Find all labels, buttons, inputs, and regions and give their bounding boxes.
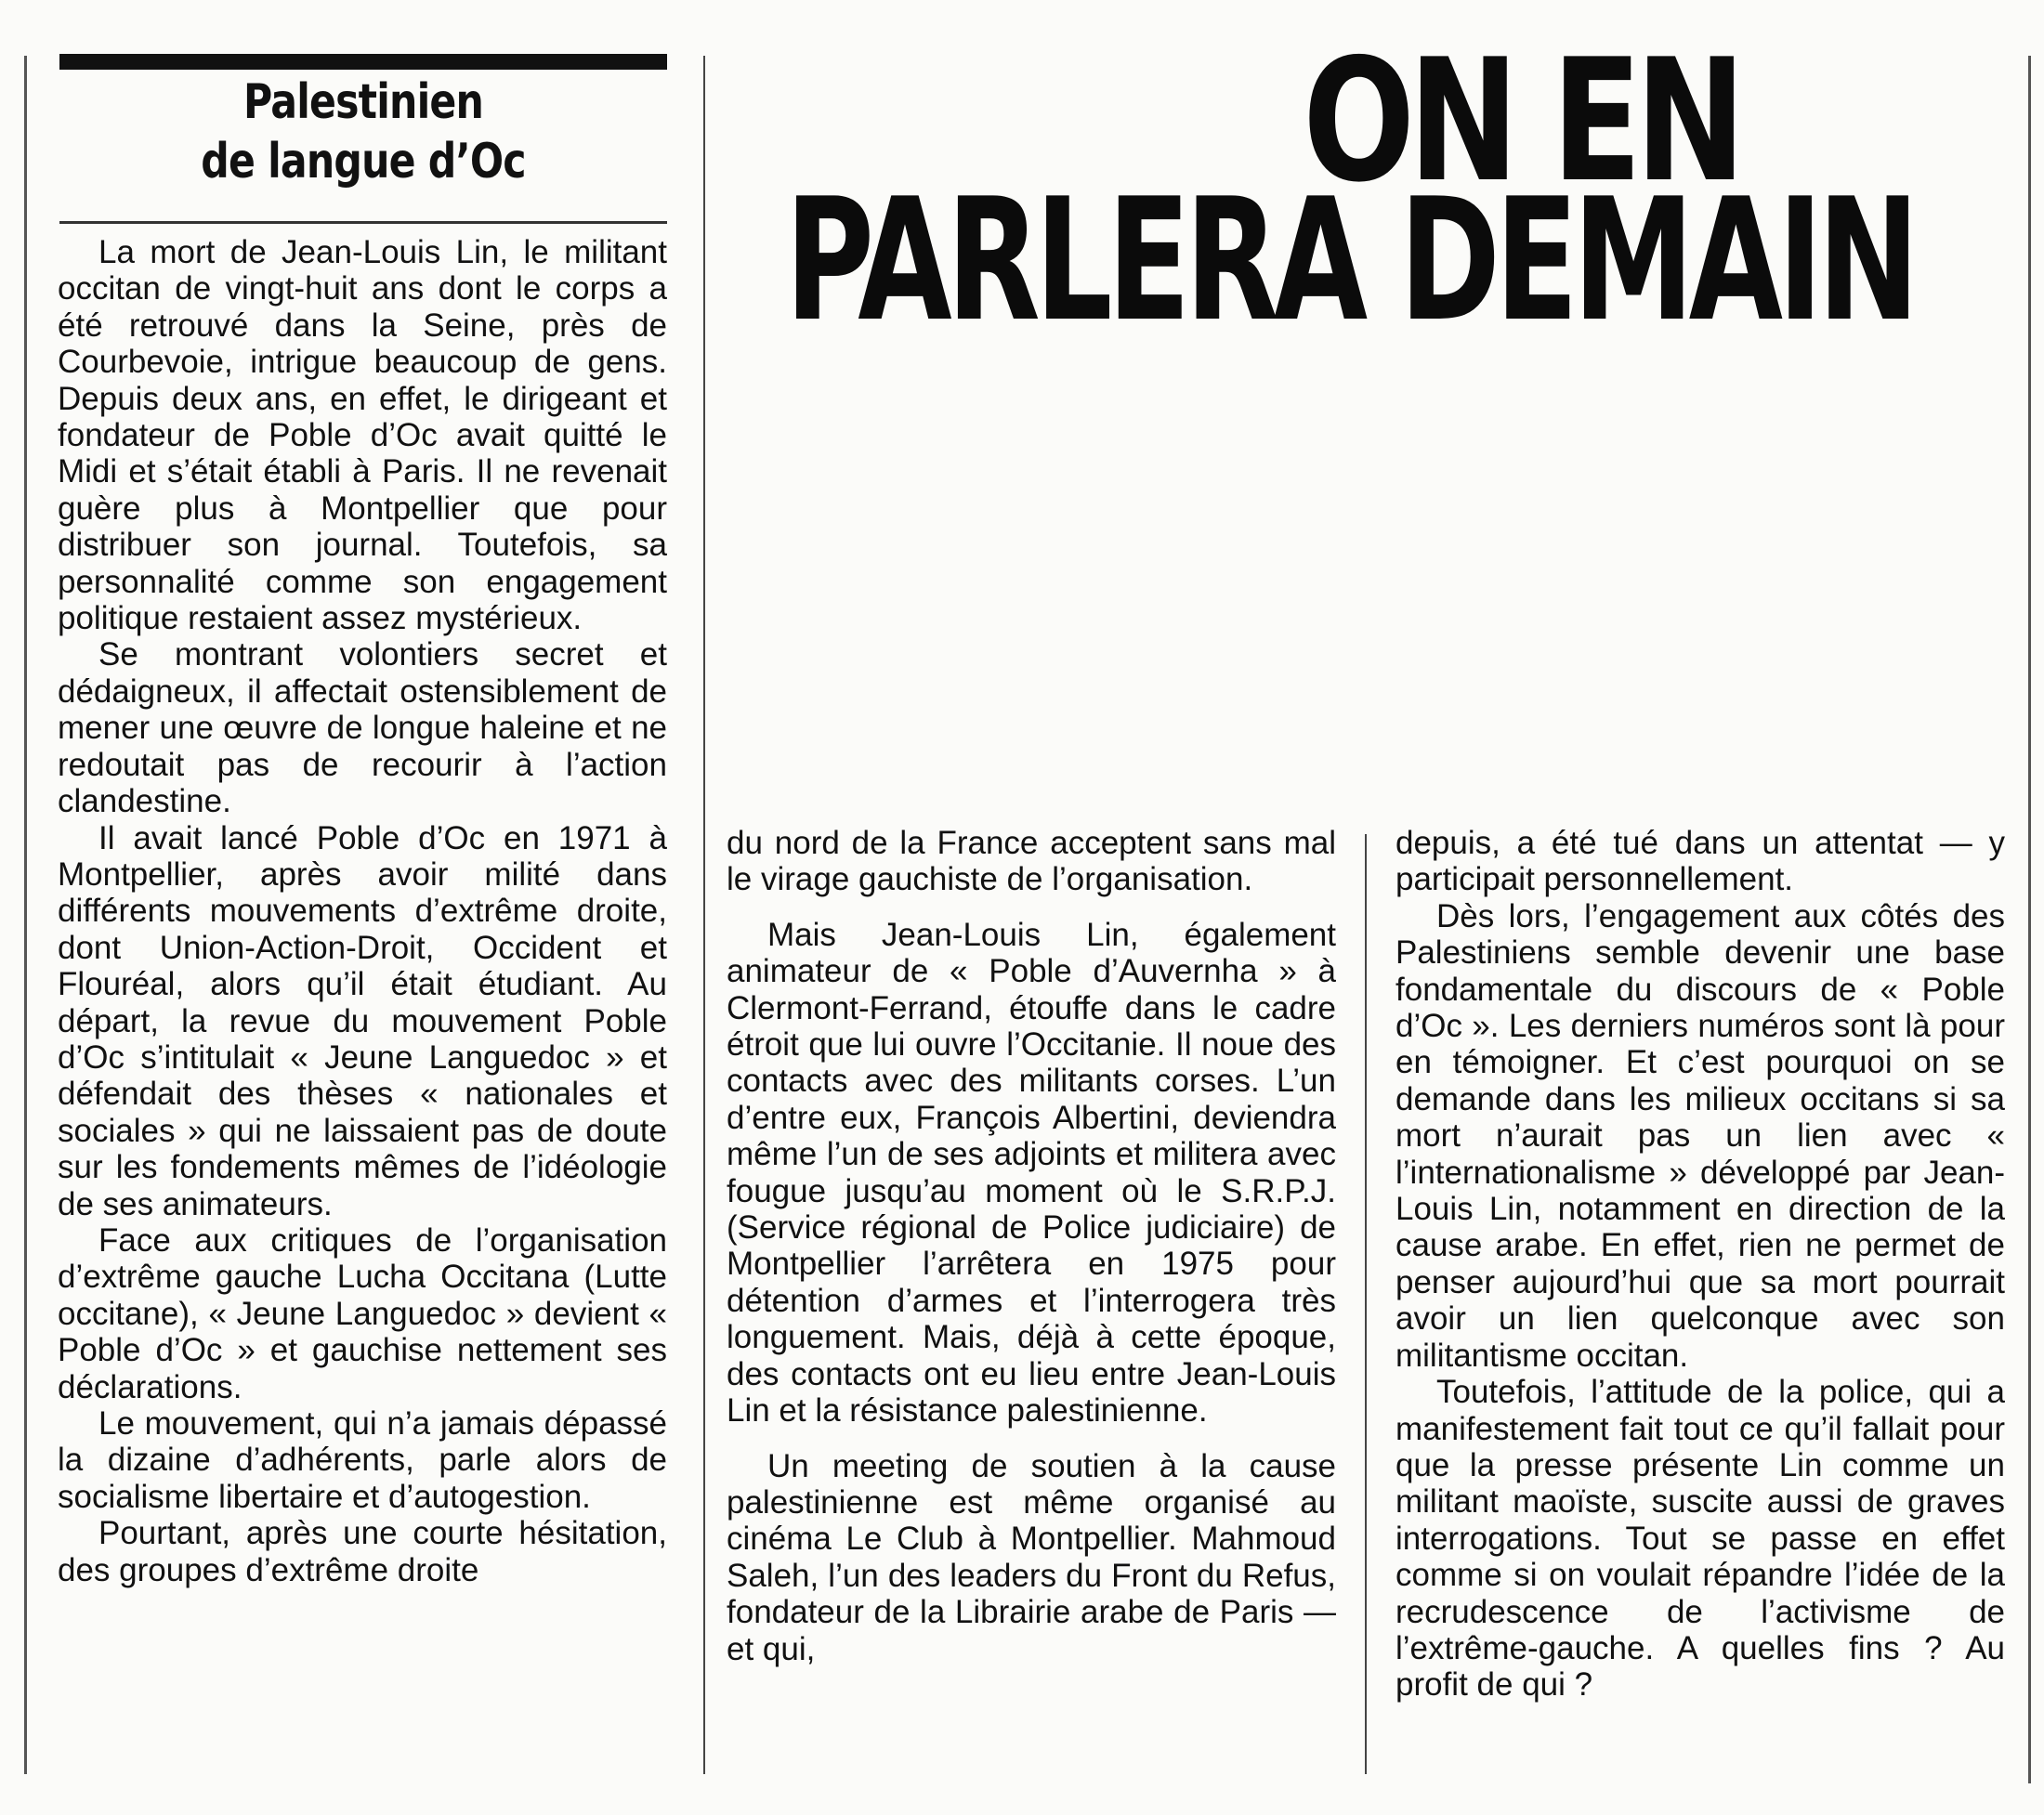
sidebar-paragraph-5: Le mouvement, qui n’a jamais dépassé la dizaine d’adhérents, parle alors de socialisme libertaire et d’autogestion.: [58, 1405, 667, 1515]
sidebar-paragraph-1: La mort de Jean-Louis Lin, le militant occitan de vingt-huit ans dont le corps a été retrouvé dans la Seine, près de Courbevoie, intrigue beaucoup de gens. Depuis deux ans, en effet, le dirigeant et fondateur de Poble d’Oc avait quitté le Midi et s’était établi à Paris. Il ne revenait guère plus à Montpellier que pour distribuer son journal. Toutefois, sa personnalité comme son engagement politique restaient assez mystérieux.: [58, 234, 667, 637]
column-separator-1: [703, 56, 705, 1774]
middle-paragraph-2: Mais Jean-Louis Lin, également animateur de « Poble d’Auvernha » à Clermont-Ferrand, étouffe dans le cadre étroit que lui ouvre l’Occitanie. Il noue des contacts avec des militants corses. L’un d’entre eux, François Albertini, deviendra même l’un de ses adjoints et militera avec fougue jusqu’au moment où le S.R.P.J. (Service régional de Police judiciaire) de Montpellier l’arrêtera en 1975 pour détention d’armes et l’interrogera très longuement. Mais, déjà à cette époque, des contacts ont eu lieu entre Jean-Louis Lin et la résistance palestinienne.: [727, 916, 1336, 1430]
sidebar-headline: [114, 72, 612, 191]
sidebar-title-underline: [59, 221, 667, 224]
sidebar-paragraph-2: Se montrant volontiers secret et dédaigneux, il affectait ostensiblement de mener une œuvre de longue haleine et ne redoutait pas de recourir à l’action clandestine.: [58, 636, 667, 820]
sidebar-paragraph-6: Pourtant, après une courte hésitation, des groupes d’extrême droite: [58, 1515, 667, 1588]
sidebar-headline-line2: de langue d’Oc: [201, 134, 526, 189]
left-margin-rule: [24, 56, 27, 1774]
right-paragraph-1: depuis, a été tué dans un attentat — y participait personnellement.: [1395, 825, 2005, 898]
sidebar-headline-line1: Palestinien: [242, 74, 484, 130]
sidebar-paragraph-4: Face aux critiques de l’organisation d’extrême gauche Lucha Occitana (Lutte occitane), « Jeune Languedoc » devient « Poble d’Oc » et gauchise nettement ses déclarations.: [58, 1221, 667, 1405]
main-headline-line1: ON EN: [1303, 22, 1739, 219]
right-margin-rule: [2028, 56, 2031, 1783]
right-paragraph-3: Toutefois, l’attitude de la police, qui a manifestement fait tout ce qu’il fallait pour que la presse présente Lin comme un militant maoïste, suscite aussi de graves interrogations. Tout se passe en effet comme si on voulait répandre l’idée de la recrudescence de l’activisme de l’extrême-gauche. A quelles fins ? Au profit de qui ?: [1395, 1374, 2005, 1704]
right-article-column: [1395, 825, 2005, 1704]
main-headline-line2: PARLERA DEMAIN: [785, 162, 1915, 359]
right-paragraph-2: Dès lors, l’engagement aux côtés des Palestiniens semble devenir une base fondamentale du discours de « Poble d’Oc ». Les derniers numéros sont là pour en témoigner. Et c’est pourquoi on se demande dans les milieux occitans si sa mort n’aurait pas un lien avec « l’internationalisme » développé par Jean-Louis Lin, notamment en direction de la cause arabe. En effet, rien ne permet de penser aujourd’hui que sa mort pourrait avoir un lien quelconque avec son militantisme occitan.: [1395, 897, 2005, 1374]
middle-article-column: [727, 825, 1336, 1667]
column-separator-2: [1365, 834, 1367, 1774]
middle-paragraph-1: du nord de la France acceptent sans mal le virage gauchiste de l’organisation.: [727, 825, 1336, 898]
sidebar-paragraph-3: Il avait lancé Poble d’Oc en 1971 à Montpellier, après avoir milité dans différents mouvements d’extrême droite, dont Union-Action-Droit, Occident et Flouréal, alors qu’il était étudiant. Au départ, la revue du mouvement Poble d’Oc s’intitulait « Jeune Languedoc » et défendait des thèses « nationales et sociales » qui ne laissaient pas de doute sur les fondements mêmes de l’idéologie de ses animateurs.: [58, 819, 667, 1222]
sidebar-top-thick-rule: [59, 54, 667, 70]
middle-paragraph-3: Un meeting de soutien à la cause palestinienne est même organisé au cinéma Le Club à Montpellier. Mahmoud Saleh, l’un des leaders du Front du Refus, fondateur de la Librairie arabe de Paris — et qui,: [727, 1447, 1336, 1667]
sidebar-article-body: [58, 234, 667, 1588]
